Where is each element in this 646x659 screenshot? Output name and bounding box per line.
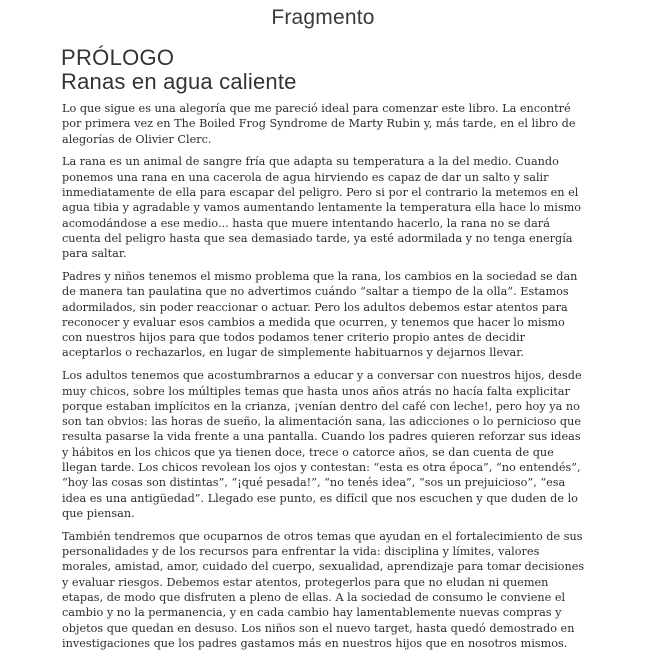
chapter-title: Ranas en agua caliente — [61, 69, 297, 94]
body-text — [62, 101, 586, 659]
paragraph: También tendremos que ocuparnos de otros temas que ayudan en el fortalecimiento de sus personalidades y de los recursos para enfrentar la vida: disciplina y límites, valores morales, amistad, amor, cuidado del cuerpo, sexualidad, aprendizaje para tomar decisiones y evaluar riesgos. Debemos estar atentos, protegerlos para que no eludan ni quemen etapas, de modo que disfruten a pleno de ellas. A la sociedad de consumo le conviene el cambio y no la permanencia, y en cada cambio hay lamentablemente nuevas compras y objetos que quedan en desuso. Los niños son el nuevo target, hasta quedó demostrado en investigaciones que los padres gastamos más en nuestros hijos que en nosotros mismos. — [62, 529, 585, 650]
paragraph: Padres y niños tenemos el mismo problema que la rana, los cambios en la sociedad se dan de manera tan paulatina que no advertimos cuándo “saltar a tiempo de la olla”. Estamos adormilados, sin poder reaccionar o actuar. Pero los adultos debemos estar atentos para reconocer y evaluar esos cambios a medida que ocurren, y tenemos que hacer lo mismo con nuestros hijos para que todos podamos tener criterio propio antes de decidir aceptarlos o rechazarlos, en lugar de simplemente habituarnos y dejarnos llevar. — [62, 269, 578, 360]
page-header: Fragmento — [271, 6, 375, 29]
paragraph: La rana es un animal de sangre fría que adapta su temperatura a la del medio. Cuando ponemos una rana en una cacerola de agua hirviendo es capaz de dar un salto y salir inmediatamente de ella para escapar del peligro. Pero si por el contrario la metemos en el agua tibia y agradable y vamos aumentando lentamente la temperatura ella hace lo mismo acomodándose a ese medio... hasta que muere intentando hacerlo, la rana no se dará cuenta del peligro hasta que sea demasiado tarde, ya esté adormilada y no tenga energía para saltar. — [62, 155, 582, 261]
chapter-label: PRÓLOGO — [61, 45, 175, 70]
chapter-heading — [61, 46, 601, 94]
paragraph: Lo que sigue es una alegoría que me pareció ideal para comenzar este libro. La encontré por primera vez en The Boiled Frog Syndrome de Marty Rubin y, más tarde, en el libro de alegorías de Olivier Clerc. — [62, 102, 576, 146]
paragraph: Los adultos tenemos que acostumbrarnos a educar y a conversar con nuestros hijos, desde muy chicos, sobre los múltiples temas que hasta unos años atrás no hacía falta explicitar porque estaban implícitos en la crianza, ¡venían dentro del café con leche!, pero hoy ya no son tan obvios: las horas de sueño, la alimentación sana, las adicciones o lo pernicioso que resulta pasarse la vida frente a una pantalla. Cuando los padres quieren reforzar sus ideas y hábitos en los chicos que ya tienen doce, trece o catorce años, se dan cuenta de que llegan tarde. Los chicos revolean los ojos y contestan: “esta es otra época”, “no entendés”, “hoy las cosas son distintas”, “¡qué pesada!”, “no tenés idea”, “sos un prejuicioso”, “esa idea es una antigüedad”. Llegado ese punto, es difícil que nos escuchen y que duden de lo que piensan. — [62, 369, 582, 520]
